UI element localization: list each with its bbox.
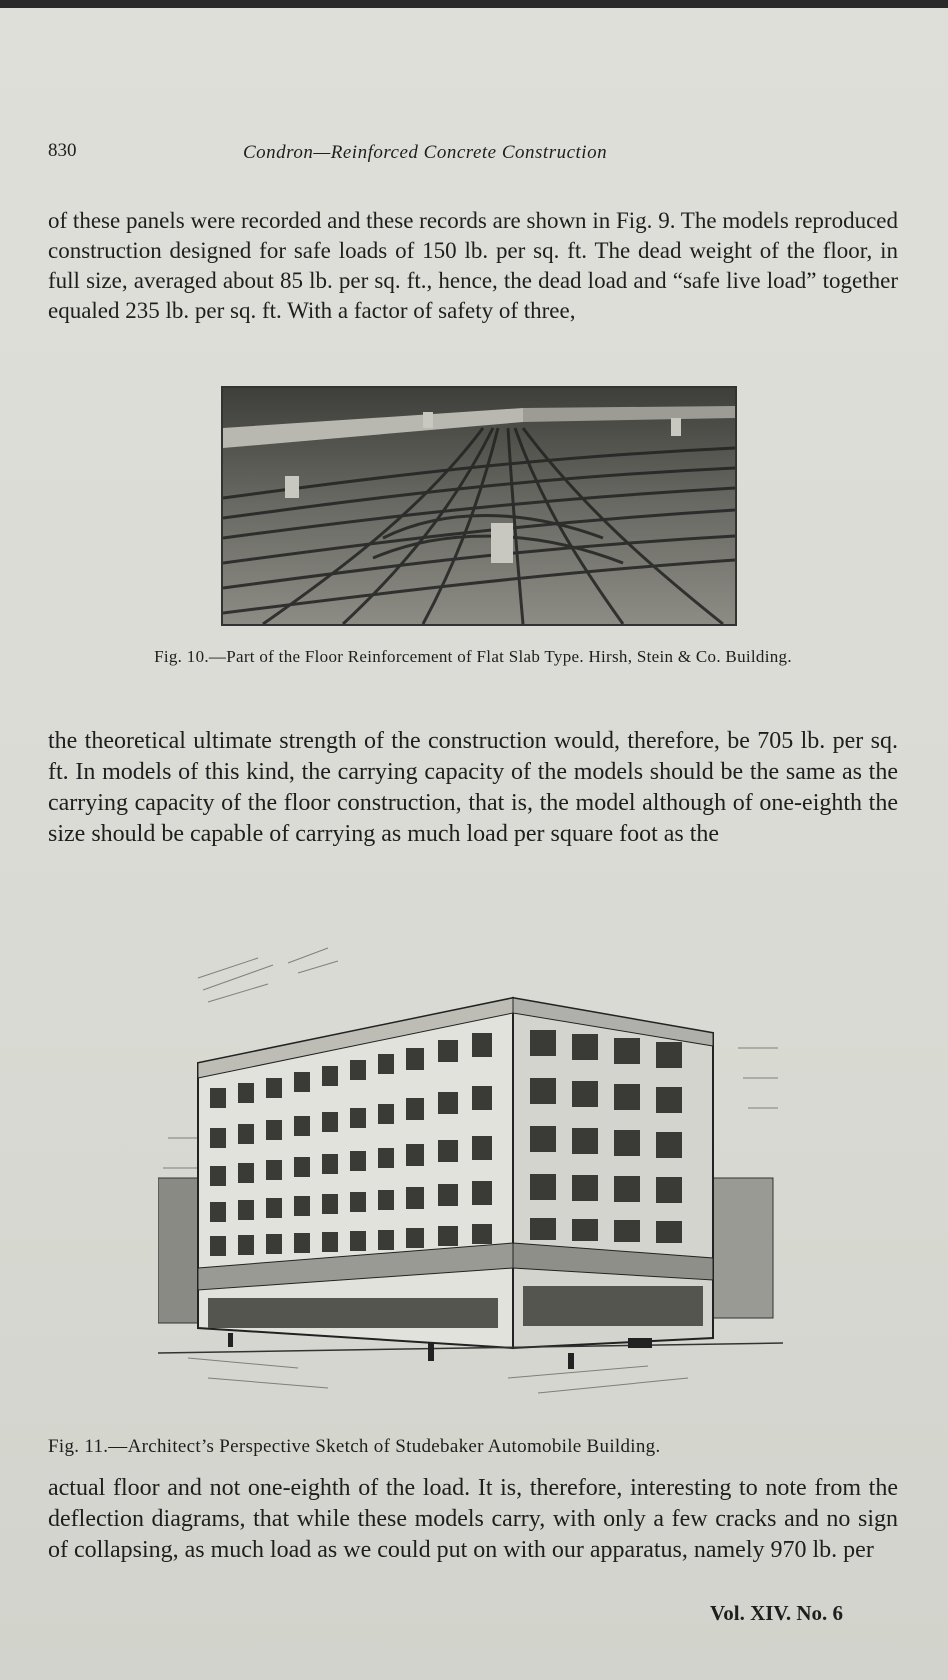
figure-11-sketch xyxy=(158,938,783,1408)
volume-footer: Vol. XIV. No. 6 xyxy=(710,1601,844,1625)
studebaker-building-sketch xyxy=(158,938,783,1408)
figure-11-caption: Fig. 11.—Architect’s Perspective Sketch of Studebaker Automobile Building. xyxy=(48,1436,661,1457)
paragraph-3: actual floor and not one-eighth of the load. It is, therefore, interesting to note from the deflection diagrams, that while these models carry, with only a few cracks and no sign of collapsing, as much load as we could put on with our apparatus, namely 970 lb. per xyxy=(48,1475,898,1563)
paragraph-2: the theoretical ultimate strength of the construction would, therefore, be 705 lb. per sq. ft. In models of this kind, the carrying capacity of the models should be the same as the carrying capacity of the floor construction, that is, the model although of one-eighth the size should be capable of carrying as much load per square foot as the xyxy=(48,728,898,847)
page-header xyxy=(48,140,898,170)
paragraph-1: of these panels were recorded and these records are shown in Fig. 9. The models reproduced construction designed for safe loads of 150 lb. per sq. ft. The dead weight of the floor, in full size, averaged about 85 lb. per sq. ft., hence, the dead load and “safe live load” together equaled 235 lb. per sq. ft. With a factor of safety of three, xyxy=(48,208,898,323)
scan-top-edge xyxy=(0,0,948,8)
floor-reinforcement-photo xyxy=(223,388,735,624)
figure-10-photo xyxy=(221,386,737,626)
running-head: Condron—Reinforced Concrete Construction xyxy=(243,142,608,163)
journal-page xyxy=(0,8,948,1680)
figure-10-caption: Fig. 10.—Part of the Floor Reinforcement of Flat Slab Type. Hirsh, Stein & Co. Building. xyxy=(154,647,792,666)
page-number: 830 xyxy=(48,140,77,161)
